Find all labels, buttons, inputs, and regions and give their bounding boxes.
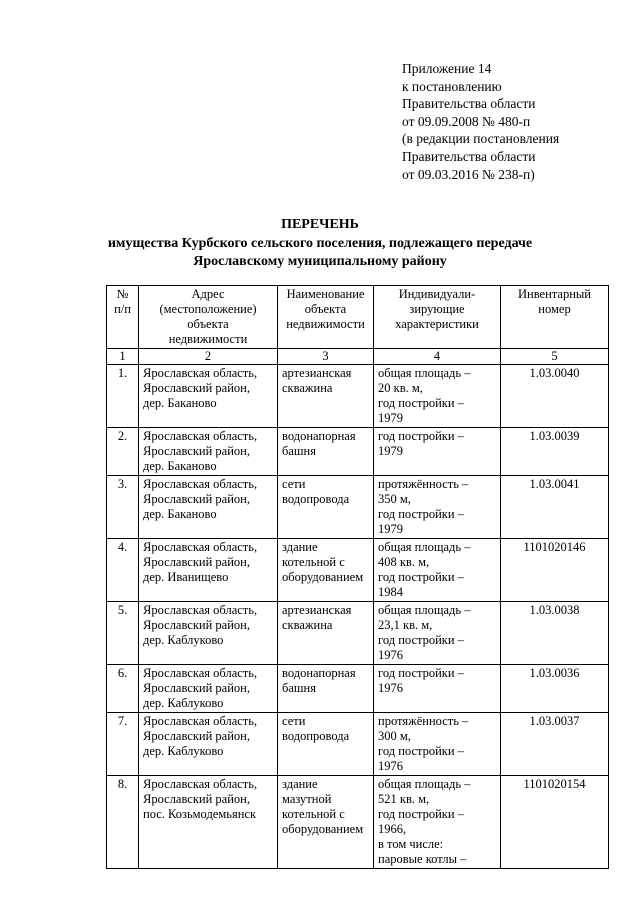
row-address: Ярославская область, Ярославский район, пос. Козьмодемьянск xyxy=(139,776,278,869)
row-characteristics: общая площадь – 20 кв. м, год постройки – 1979 xyxy=(374,365,501,428)
row-object-name: водонапорная башня xyxy=(278,428,374,476)
table-row xyxy=(107,776,609,869)
row-characteristics: протяжённость – 350 м, год постройки – 1979 xyxy=(374,476,501,539)
row-object-name: артезианская скважина xyxy=(278,365,374,428)
row-object-name: здание мазутной котельной с оборудованием xyxy=(278,776,374,869)
header-number: № п/п xyxy=(107,286,139,349)
table-row xyxy=(107,602,609,665)
table-row xyxy=(107,539,609,602)
row-address: Ярославская область, Ярославский район, дер. Каблуково xyxy=(139,665,278,713)
row-number: 5. xyxy=(107,602,139,665)
row-number: 4. xyxy=(107,539,139,602)
index-cell: 3 xyxy=(278,349,374,365)
row-inventory-number: 1.03.0040 xyxy=(501,365,609,428)
heading-line-1: имущества Курбского сельского поселения, подлежащего передаче xyxy=(107,235,533,251)
row-characteristics: общая площадь – 408 кв. м, год постройки – 1984 xyxy=(374,539,501,602)
table-header-row xyxy=(107,286,609,349)
header-address: Адрес (местоположение) объекта недвижимости xyxy=(139,286,278,349)
row-address: Ярославская область, Ярославский район, дер. Иванищево xyxy=(139,539,278,602)
table-row xyxy=(107,365,609,428)
row-inventory-number: 1101020154 xyxy=(501,776,609,869)
index-cell: 4 xyxy=(374,349,501,365)
table-row xyxy=(107,476,609,539)
row-characteristics: общая площадь – 521 кв. м, год постройки – 1966, в том числе: паровые котлы – xyxy=(374,776,501,869)
heading-line-2: Ярославскому муниципальному району xyxy=(193,254,447,269)
row-address: Ярославская область, Ярославский район, дер. Каблуково xyxy=(139,602,278,665)
index-cell: 5 xyxy=(501,349,609,365)
row-address: Ярославская область, Ярославский район, дер. Баканово xyxy=(139,428,278,476)
index-cell: 2 xyxy=(139,349,278,365)
document-heading xyxy=(0,216,640,272)
row-characteristics: протяжённость – 300 м, год постройки – 1976 xyxy=(374,713,501,776)
row-number: 2. xyxy=(107,428,139,476)
row-address: Ярославская область, Ярославский район, дер. Баканово xyxy=(139,365,278,428)
row-number: 6. xyxy=(107,665,139,713)
row-inventory-number: 1.03.0039 xyxy=(501,428,609,476)
table-row xyxy=(107,428,609,476)
header-name: Наименование объекта недвижимости xyxy=(278,286,374,349)
appendix-note: Приложение 14 к постановлению Правительства области от 09.09.2008 № 480-п (в редакции постановления Правительства области от 09.03.2016 № 238-п) xyxy=(402,61,560,182)
row-number: 3. xyxy=(107,476,139,539)
row-inventory-number: 1.03.0038 xyxy=(501,602,609,665)
row-characteristics: год постройки – 1976 xyxy=(374,665,501,713)
table-index-row xyxy=(107,349,609,365)
header-inventory: Инвентарный номер xyxy=(501,286,609,349)
row-inventory-number: 1.03.0037 xyxy=(501,713,609,776)
row-object-name: артезианская скважина xyxy=(278,602,374,665)
row-inventory-number: 1.03.0041 xyxy=(501,476,609,539)
row-address: Ярославская область, Ярославский район, дер. Каблуково xyxy=(139,713,278,776)
row-object-name: сети водопровода xyxy=(278,713,374,776)
row-number: 8. xyxy=(107,776,139,869)
row-number: 7. xyxy=(107,713,139,776)
property-table xyxy=(106,285,609,869)
table-row xyxy=(107,665,609,713)
row-object-name: водонапорная башня xyxy=(278,665,374,713)
heading-title: ПЕРЕЧЕНЬ xyxy=(281,217,359,232)
row-characteristics: общая площадь – 23,1 кв. м, год постройки – 1976 xyxy=(374,602,501,665)
row-address: Ярославская область, Ярославский район, дер. Баканово xyxy=(139,476,278,539)
row-inventory-number: 1101020146 xyxy=(501,539,609,602)
row-object-name: здание котельной с оборудованием xyxy=(278,539,374,602)
index-cell: 1 xyxy=(107,349,139,365)
header-characteristics: Индивидуали- зирующие характеристики xyxy=(374,286,501,349)
table-row xyxy=(107,713,609,776)
row-inventory-number: 1.03.0036 xyxy=(501,665,609,713)
row-object-name: сети водопровода xyxy=(278,476,374,539)
row-characteristics: год постройки – 1979 xyxy=(374,428,501,476)
row-number: 1. xyxy=(107,365,139,428)
